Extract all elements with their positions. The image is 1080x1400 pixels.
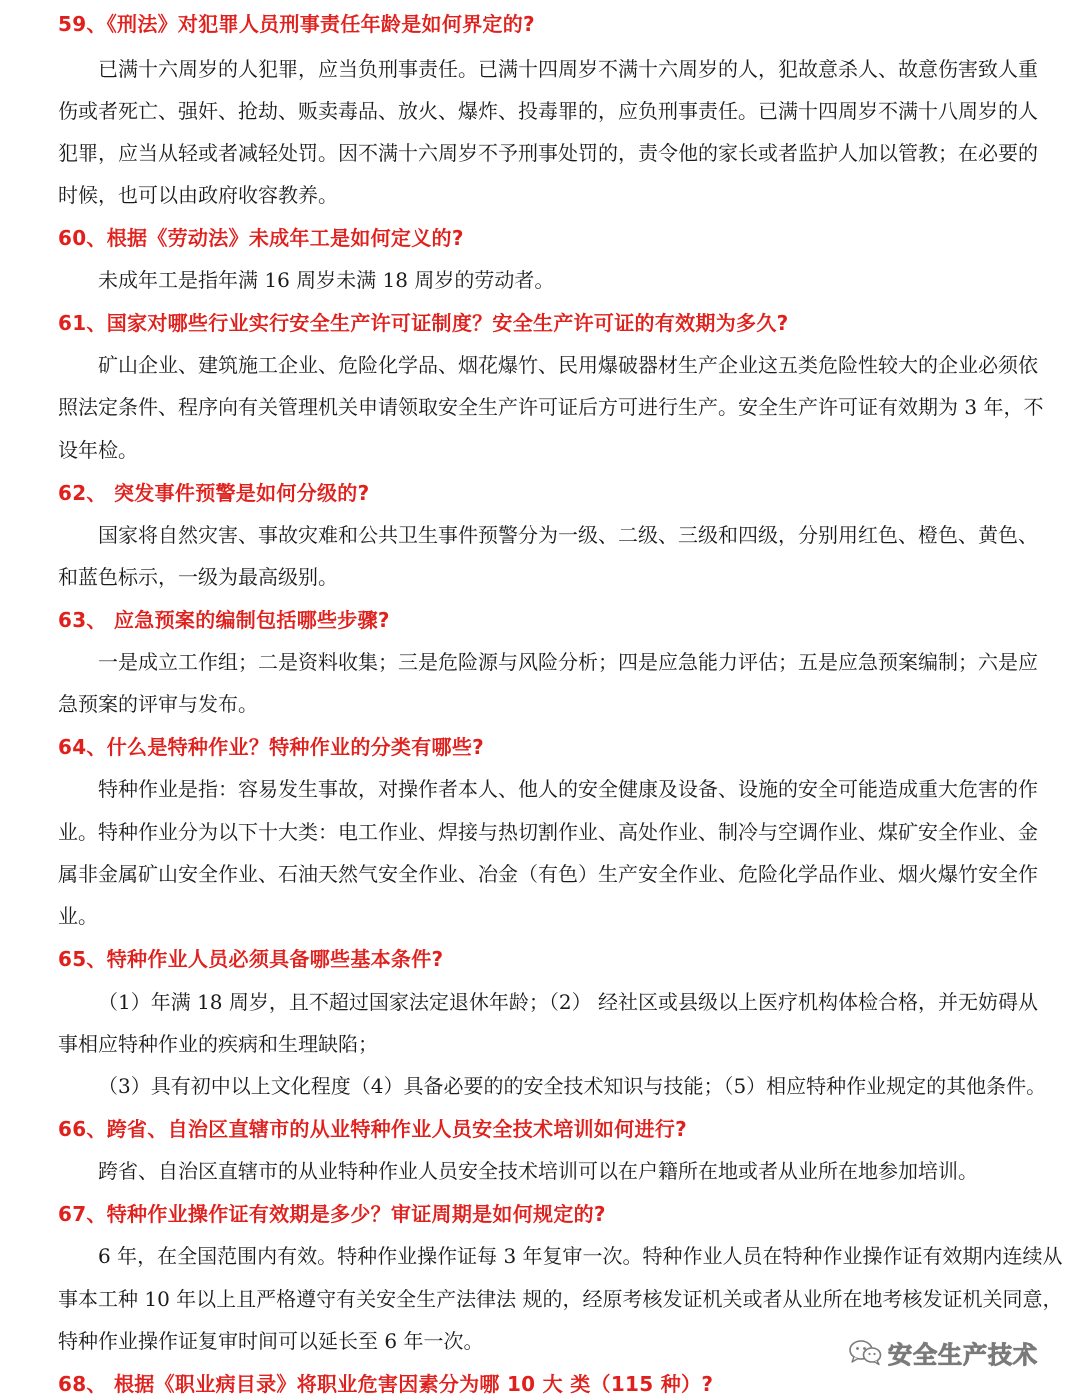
watermark-text: 安全生产技术 bbox=[888, 1340, 1038, 1369]
question-62: 62、 突发事件预警是如何分级的? bbox=[58, 481, 370, 505]
answer-67-line-3: 特种作业操作证复审时间可以延长至 6 年一次。 bbox=[58, 1329, 484, 1353]
question-60: 60、根据《劳动法》未成年工是如何定义的? bbox=[58, 226, 464, 250]
answer-59-line-2: 伤或者死亡、强奸、抢劫、贩卖毒品、放火、爆炸、投毒罪的，应负刑事责任。已满十四周岁不满十八周岁的人 bbox=[58, 99, 1038, 123]
answer-65-line-1: （1）年满 18 周岁，且不超过国家法定退休年龄；（2） 经社区或县级以上医疗机构体检合格，并无妨碍从 bbox=[98, 990, 1038, 1014]
answer-62-line-1: 国家将自然灾害、事故灾难和公共卫生事件预警分为一级、二级、三级和四级，分别用红色、橙色、黄色、 bbox=[98, 523, 1038, 547]
question-68: 68、 根据《职业病目录》将职业危害因素分为哪 10 大 类（115 种）? bbox=[58, 1372, 714, 1396]
answer-61-line-2: 照法定条件、程序向有关管理机关申请领取安全生产许可证后方可进行生产。安全生产许可证有效期为 3 年，不 bbox=[58, 395, 1044, 419]
answer-59-line-3: 犯罪，应当从轻或者减轻处罚。因不满十六周岁不予刑事处罚的，责令他的家长或者监护人加以管教；在必要的 bbox=[58, 141, 1038, 165]
answer-60-line-1: 未成年工是指年满 16 周岁未满 18 周岁的劳动者。 bbox=[98, 268, 555, 292]
answer-63-line-1: 一是成立工作组；二是资料收集；三是危险源与风险分析；四是应急能力评估；五是应急预案编制；六是应 bbox=[98, 650, 1038, 674]
answer-64-line-4: 业。 bbox=[58, 904, 98, 928]
wechat-icon bbox=[848, 1338, 882, 1366]
answer-63-line-2: 急预案的评审与发布。 bbox=[58, 692, 258, 716]
answer-67-line-2: 事本工种 10 年以上且严格遵守有关安全生产法律法 规的，经原考核发证机关或者从业所在地考核发证机关同意， bbox=[58, 1287, 1063, 1311]
answer-64-line-2: 业。特种作业分为以下十大类：电工作业、焊接与热切割作业、高处作业、制冷与空调作业、煤矿安全作业、金 bbox=[58, 820, 1038, 844]
answer-62-line-2: 和蓝色标示，一级为最高级别。 bbox=[58, 565, 338, 589]
answer-61-line-1: 矿山企业、建筑施工企业、危险化学品、烟花爆竹、民用爆破器材生产企业这五类危险性较大的企业必须依 bbox=[98, 353, 1038, 377]
answer-61-line-3: 设年检。 bbox=[58, 438, 138, 462]
question-61: 61、国家对哪些行业实行安全生产许可证制度？安全生产许可证的有效期为多久? bbox=[58, 311, 789, 335]
answer-67-line-1: 6 年，在全国范围内有效。特种作业操作证每 3 年复审一次。特种作业人员在特种作业操作证有效期内连续从 bbox=[98, 1244, 1063, 1268]
answer-64-line-1: 特种作业是指：容易发生事故，对操作者本人、他人的安全健康及设备、设施的安全可能造成重大危害的作 bbox=[98, 777, 1038, 801]
answer-65-line-2: 事相应特种作业的疾病和生理缺陷； bbox=[58, 1032, 378, 1056]
answer-66-line-1: 跨省、自治区直辖市的从业特种作业人员安全技术培训可以在户籍所在地或者从业所在地参加培训。 bbox=[98, 1159, 978, 1183]
watermark bbox=[848, 1336, 1038, 1368]
answer-65-line-3: （3）具有初中以上文化程度（4）具备必要的的安全技术知识与技能；（5）相应特种作业规定的其他条件。 bbox=[98, 1074, 1047, 1098]
question-66: 66、跨省、自治区直辖市的从业特种作业人员安全技术培训如何进行? bbox=[58, 1117, 688, 1141]
answer-59-line-4: 时候，也可以由政府收容教养。 bbox=[58, 183, 338, 207]
question-64: 64、什么是特种作业？特种作业的分类有哪些? bbox=[58, 735, 485, 759]
question-67: 67、特种作业操作证有效期是多少？审证周期是如何规定的? bbox=[58, 1202, 606, 1226]
question-59: 59、《刑法》对犯罪人员刑事责任年龄是如何界定的? bbox=[58, 12, 535, 36]
answer-59-line-1: 已满十六周岁的人犯罪，应当负刑事责任。已满十四周岁不满十六周岁的人，犯故意杀人、故意伤害致人重 bbox=[98, 57, 1038, 81]
answer-64-line-3: 属非金属矿山安全作业、石油天然气安全作业、冶金（有色）生产安全作业、危险化学品作业、烟火爆竹安全作 bbox=[58, 862, 1038, 886]
question-63: 63、 应急预案的编制包括哪些步骤? bbox=[58, 608, 390, 632]
question-65: 65、特种作业人员必须具备哪些基本条件? bbox=[58, 947, 444, 971]
